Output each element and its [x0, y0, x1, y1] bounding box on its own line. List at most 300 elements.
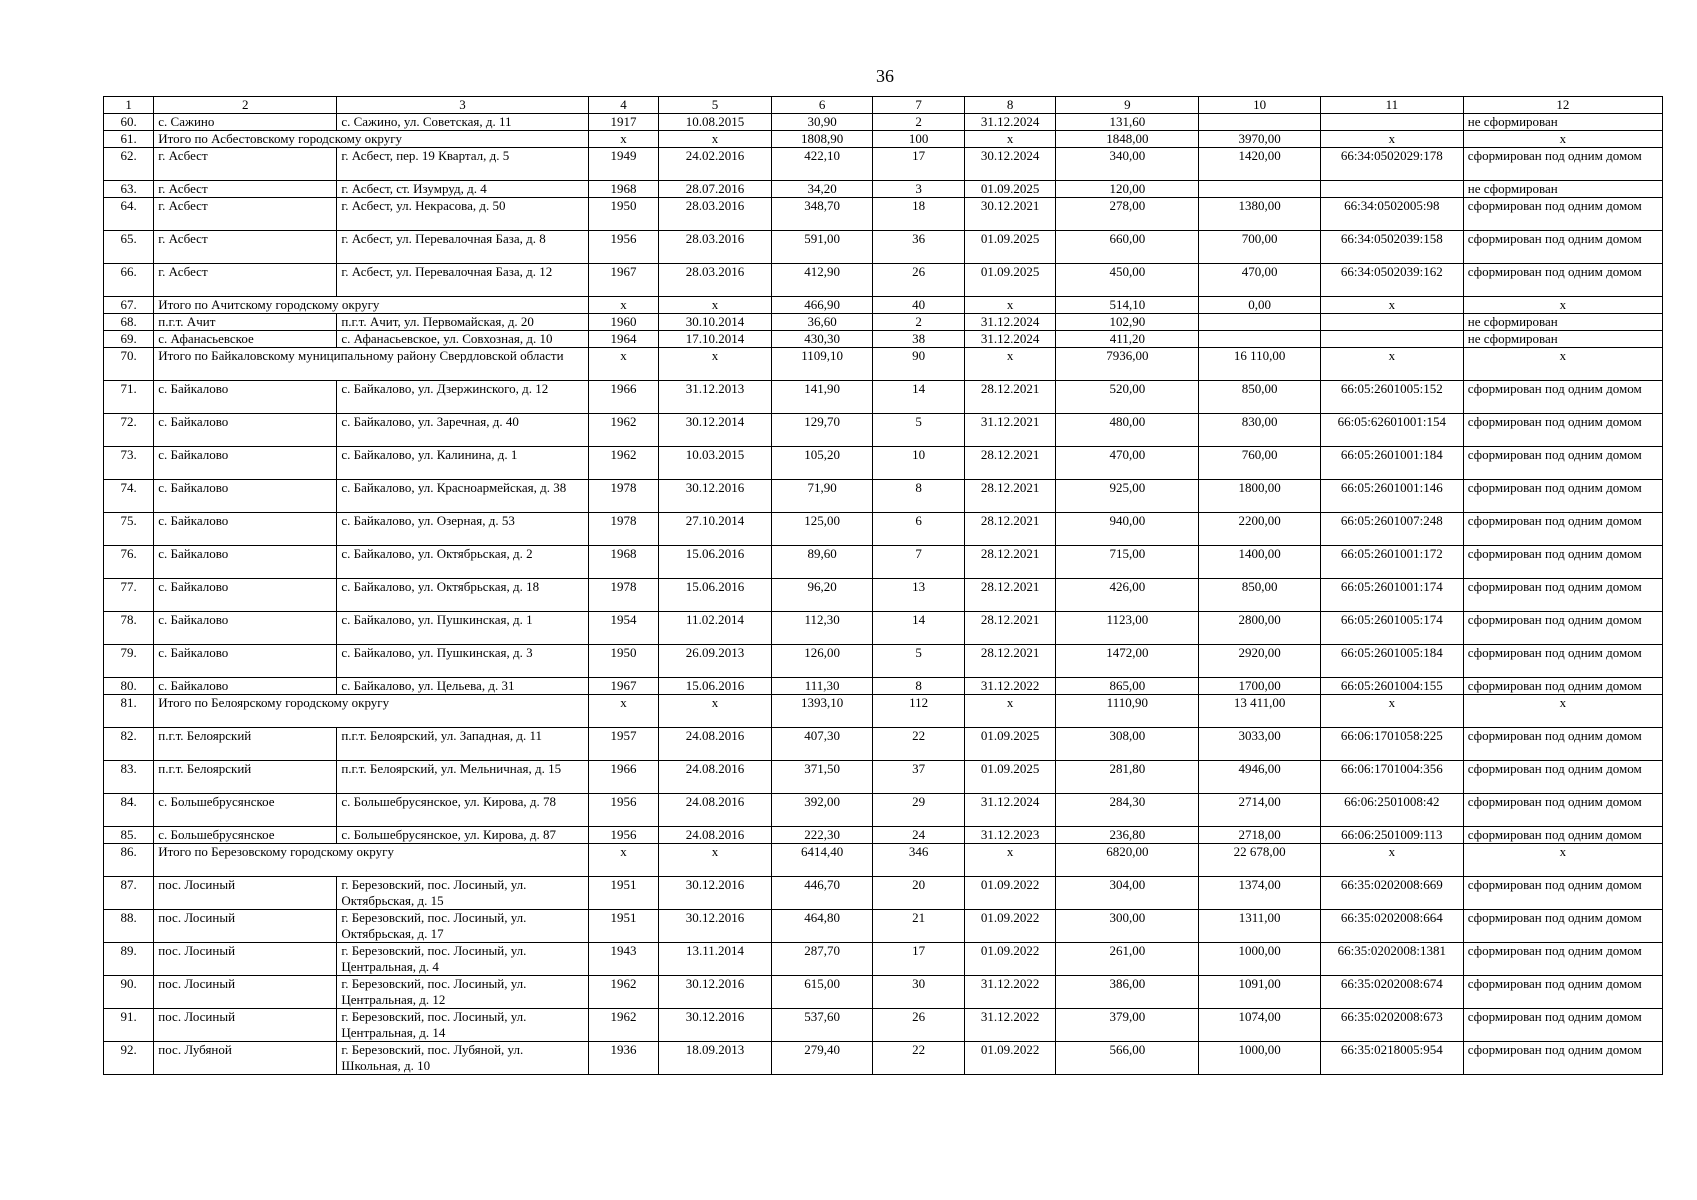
table-cell: 28.12.2021 — [964, 480, 1056, 513]
table-cell: 11.02.2014 — [659, 612, 772, 645]
table-cell: 1374,00 — [1199, 877, 1321, 910]
table-cell: г. Асбест, ул. Перевалочная База, д. 12 — [337, 264, 588, 297]
table-row — [104, 678, 1663, 695]
subtotal-cell: 16 110,00 — [1199, 348, 1321, 381]
table-cell: 850,00 — [1199, 579, 1321, 612]
table-cell: г. Асбест, ул. Некрасова, д. 50 — [337, 198, 588, 231]
subtotal-cell: x — [1463, 131, 1662, 148]
table-cell: 66:06:2501009:113 — [1320, 827, 1463, 844]
table-cell: 14 — [873, 381, 965, 414]
table-cell: 300,00 — [1056, 910, 1199, 943]
subtotal-cell: x — [1463, 844, 1662, 877]
subtotal-cell: x — [964, 348, 1056, 381]
row-number: 71. — [104, 381, 154, 414]
table-cell: не сформирован — [1463, 114, 1662, 131]
table-cell: 66:05:2601007:248 — [1320, 513, 1463, 546]
column-number: 12 — [1463, 97, 1662, 114]
table-body — [104, 97, 1663, 1075]
table-cell: 430,30 — [771, 331, 873, 348]
table-cell: 36,60 — [771, 314, 873, 331]
row-number: 89. — [104, 943, 154, 976]
table-cell: 1950 — [588, 645, 658, 678]
table-cell: 126,00 — [771, 645, 873, 678]
table-row — [104, 513, 1663, 546]
table-cell: 28.03.2016 — [659, 198, 772, 231]
table-cell: 2800,00 — [1199, 612, 1321, 645]
row-number: 68. — [104, 314, 154, 331]
table-cell: 31.12.2022 — [964, 678, 1056, 695]
table-cell: с. Байкалово, ул. Цельева, д. 31 — [337, 678, 588, 695]
table-cell: 17 — [873, 148, 965, 181]
table-cell: 411,20 — [1056, 331, 1199, 348]
table-cell: 464,80 — [771, 910, 873, 943]
table-cell: 17.10.2014 — [659, 331, 772, 348]
table-cell: 1917 — [588, 114, 658, 131]
table-cell: с. Байкалово — [154, 546, 337, 579]
row-number: 83. — [104, 761, 154, 794]
row-number: 85. — [104, 827, 154, 844]
subtotal-label: Итого по Асбестовскому городскому округу — [154, 131, 588, 148]
table-cell: 1949 — [588, 148, 658, 181]
table-cell: сформирован под одним домом — [1463, 761, 1662, 794]
table-cell — [1320, 114, 1463, 131]
subtotal-row — [104, 695, 1663, 728]
table-cell: 31.12.2022 — [964, 976, 1056, 1009]
table-cell: 22 — [873, 1042, 965, 1075]
table-cell: г. Асбест — [154, 181, 337, 198]
subtotal-cell: 22 678,00 — [1199, 844, 1321, 877]
table-cell: 5 — [873, 414, 965, 447]
table-cell: 1962 — [588, 976, 658, 1009]
table-cell: 1968 — [588, 181, 658, 198]
table-cell: 66:05:2601005:184 — [1320, 645, 1463, 678]
table-cell: 1956 — [588, 794, 658, 827]
table-cell: 129,70 — [771, 414, 873, 447]
table-cell: с. Байкалово — [154, 645, 337, 678]
table-cell — [1320, 314, 1463, 331]
table-cell: 14 — [873, 612, 965, 645]
table-cell: 2718,00 — [1199, 827, 1321, 844]
subtotal-cell: x — [588, 131, 658, 148]
row-number: 60. — [104, 114, 154, 131]
table-cell: 30.12.2024 — [964, 148, 1056, 181]
table-cell: г. Асбест — [154, 198, 337, 231]
row-number: 81. — [104, 695, 154, 728]
table-cell: 20 — [873, 877, 965, 910]
table-cell: 66:35:0202008:673 — [1320, 1009, 1463, 1042]
table-cell: 66:35:0218005:954 — [1320, 1042, 1463, 1075]
table-row — [104, 114, 1663, 131]
table-cell: 287,70 — [771, 943, 873, 976]
subtotal-cell: x — [588, 297, 658, 314]
subtotal-cell: x — [1463, 297, 1662, 314]
table-cell: 281,80 — [1056, 761, 1199, 794]
table-cell: 28.12.2021 — [964, 447, 1056, 480]
table-cell — [1199, 331, 1321, 348]
table-cell: 566,00 — [1056, 1042, 1199, 1075]
table-cell: 28.12.2021 — [964, 546, 1056, 579]
table-cell — [1199, 114, 1321, 131]
table-row — [104, 1009, 1663, 1042]
row-number: 72. — [104, 414, 154, 447]
table-cell: с. Сажино, ул. Советская, д. 11 — [337, 114, 588, 131]
table-cell: 01.09.2025 — [964, 728, 1056, 761]
table-cell: 28.12.2021 — [964, 645, 1056, 678]
table-cell: 422,10 — [771, 148, 873, 181]
table-cell: 261,00 — [1056, 943, 1199, 976]
table-cell: с. Байкалово, ул. Калинина, д. 1 — [337, 447, 588, 480]
table-cell: 925,00 — [1056, 480, 1199, 513]
table-cell: 1954 — [588, 612, 658, 645]
table-cell: 1800,00 — [1199, 480, 1321, 513]
row-number: 88. — [104, 910, 154, 943]
table-cell: 1960 — [588, 314, 658, 331]
row-number: 63. — [104, 181, 154, 198]
table-cell: 24.02.2016 — [659, 148, 772, 181]
table-cell: 1420,00 — [1199, 148, 1321, 181]
subtotal-cell: 13 411,00 — [1199, 695, 1321, 728]
table-cell: 340,00 — [1056, 148, 1199, 181]
table-cell: 13 — [873, 579, 965, 612]
column-number: 1 — [104, 97, 154, 114]
table-cell: пос. Лосиный — [154, 976, 337, 1009]
table-cell: 371,50 — [771, 761, 873, 794]
table-cell: 1967 — [588, 678, 658, 695]
table-cell: 700,00 — [1199, 231, 1321, 264]
table-cell: с. Байкалово — [154, 678, 337, 695]
table-cell: 30.12.2021 — [964, 198, 1056, 231]
row-number: 64. — [104, 198, 154, 231]
table-cell: с. Байкалово — [154, 381, 337, 414]
row-number: 73. — [104, 447, 154, 480]
table-cell: г. Асбест — [154, 264, 337, 297]
column-number: 4 — [588, 97, 658, 114]
table-cell: 24 — [873, 827, 965, 844]
table-cell: 31.12.2021 — [964, 414, 1056, 447]
subtotal-cell: x — [659, 348, 772, 381]
row-number: 79. — [104, 645, 154, 678]
subtotal-cell: x — [1463, 348, 1662, 381]
table-cell: 660,00 — [1056, 231, 1199, 264]
table-cell — [1199, 181, 1321, 198]
subtotal-cell: 1110,90 — [1056, 695, 1199, 728]
row-number: 87. — [104, 877, 154, 910]
table-cell: 450,00 — [1056, 264, 1199, 297]
table-cell: 28.03.2016 — [659, 231, 772, 264]
table-cell: 1957 — [588, 728, 658, 761]
table-cell: сформирован под одним домом — [1463, 480, 1662, 513]
table-cell: 66:35:0202008:674 — [1320, 976, 1463, 1009]
table-cell: 1962 — [588, 1009, 658, 1042]
table-cell: 1091,00 — [1199, 976, 1321, 1009]
subtotal-cell: x — [1320, 348, 1463, 381]
table-cell: с. Большебрусянское, ул. Кирова, д. 78 — [337, 794, 588, 827]
table-row — [104, 546, 1663, 579]
table-cell: сформирован под одним домом — [1463, 1042, 1662, 1075]
table-cell: 01.09.2022 — [964, 910, 1056, 943]
table-cell: 1967 — [588, 264, 658, 297]
table-cell: 18 — [873, 198, 965, 231]
table-cell: 120,00 — [1056, 181, 1199, 198]
column-number: 6 — [771, 97, 873, 114]
table-cell: 131,60 — [1056, 114, 1199, 131]
table-cell: сформирован под одним домом — [1463, 579, 1662, 612]
table-cell: 308,00 — [1056, 728, 1199, 761]
table-cell: 01.09.2022 — [964, 943, 1056, 976]
table-cell: 760,00 — [1199, 447, 1321, 480]
table-cell: 1962 — [588, 414, 658, 447]
table-cell: 470,00 — [1199, 264, 1321, 297]
table-cell: 537,60 — [771, 1009, 873, 1042]
table-cell: сформирован под одним домом — [1463, 198, 1662, 231]
table-cell: 4946,00 — [1199, 761, 1321, 794]
table-cell: г. Березовский, пос. Лосиный, ул. Центральная, д. 12 — [337, 976, 588, 1009]
subtotal-cell: 346 — [873, 844, 965, 877]
subtotal-label: Итого по Ачитскому городскому округу — [154, 297, 588, 314]
table-cell: с. Большебрусянское — [154, 794, 337, 827]
table-cell: 1956 — [588, 231, 658, 264]
table-cell: 71,90 — [771, 480, 873, 513]
table-cell: 1311,00 — [1199, 910, 1321, 943]
table-cell: 66:34:0502005:98 — [1320, 198, 1463, 231]
table-cell: п.г.т. Ачит, ул. Первомайская, д. 20 — [337, 314, 588, 331]
housing-register-table — [103, 96, 1663, 1075]
table-cell: пос. Лосиный — [154, 877, 337, 910]
table-cell: 66:05:62601001:154 — [1320, 414, 1463, 447]
subtotal-cell: x — [964, 695, 1056, 728]
table-cell: с. Афанасьевское, ул. Совхозная, д. 10 — [337, 331, 588, 348]
table-cell: 15.06.2016 — [659, 546, 772, 579]
table-cell: не сформирован — [1463, 331, 1662, 348]
table-cell: 66:06:2501008:42 — [1320, 794, 1463, 827]
table-cell: 830,00 — [1199, 414, 1321, 447]
table-cell: 2920,00 — [1199, 645, 1321, 678]
table-cell: 66:34:0502039:158 — [1320, 231, 1463, 264]
table-cell: 66:05:2601005:174 — [1320, 612, 1463, 645]
table-cell: 1968 — [588, 546, 658, 579]
table-cell — [1320, 331, 1463, 348]
table-cell: 1964 — [588, 331, 658, 348]
table-cell: сформирован под одним домом — [1463, 447, 1662, 480]
row-number: 78. — [104, 612, 154, 645]
row-number: 77. — [104, 579, 154, 612]
table-cell: 26 — [873, 264, 965, 297]
table-cell: сформирован под одним домом — [1463, 877, 1662, 910]
table-cell: 10.03.2015 — [659, 447, 772, 480]
table-row — [104, 645, 1663, 678]
table-row — [104, 198, 1663, 231]
table-cell: сформирован под одним домом — [1463, 231, 1662, 264]
table-row — [104, 231, 1663, 264]
table-cell: 30.12.2016 — [659, 480, 772, 513]
subtotal-row — [104, 297, 1663, 314]
table-cell: 1978 — [588, 579, 658, 612]
table-row — [104, 148, 1663, 181]
table-cell: 66:34:0502039:162 — [1320, 264, 1463, 297]
subtotal-cell: 90 — [873, 348, 965, 381]
table-cell: 8 — [873, 480, 965, 513]
table-cell: сформирован под одним домом — [1463, 827, 1662, 844]
table-cell: 591,00 — [771, 231, 873, 264]
table-cell: 17 — [873, 943, 965, 976]
table-cell: г. Березовский, пос. Лосиный, ул. Октябрьская, д. 17 — [337, 910, 588, 943]
table-cell: 348,70 — [771, 198, 873, 231]
table-cell: 38 — [873, 331, 965, 348]
table-cell: пос. Лубяной — [154, 1042, 337, 1075]
table-cell: 01.09.2025 — [964, 181, 1056, 198]
table-cell: г. Березовский, пос. Лосиный, ул. Центральная, д. 4 — [337, 943, 588, 976]
table-cell: 615,00 — [771, 976, 873, 1009]
subtotal-row — [104, 348, 1663, 381]
table-row — [104, 612, 1663, 645]
table-cell: 1400,00 — [1199, 546, 1321, 579]
table-cell: 236,80 — [1056, 827, 1199, 844]
table-cell: сформирован под одним домом — [1463, 976, 1662, 1009]
table-cell: с. Байкалово, ул. Октябрьская, д. 18 — [337, 579, 588, 612]
table-row — [104, 943, 1663, 976]
table-cell: сформирован под одним домом — [1463, 612, 1662, 645]
table-cell: с. Байкалово, ул. Красноармейская, д. 38 — [337, 480, 588, 513]
table-cell: сформирован под одним домом — [1463, 794, 1662, 827]
table-cell: 1074,00 — [1199, 1009, 1321, 1042]
table-cell: 2200,00 — [1199, 513, 1321, 546]
column-number-row — [104, 97, 1663, 114]
subtotal-cell: x — [659, 695, 772, 728]
table-cell: 66:06:1701004:356 — [1320, 761, 1463, 794]
table-cell: 278,00 — [1056, 198, 1199, 231]
table-cell: 28.12.2021 — [964, 612, 1056, 645]
subtotal-cell: x — [659, 844, 772, 877]
table-cell: 31.12.2024 — [964, 331, 1056, 348]
table-cell: 66:34:0502029:178 — [1320, 148, 1463, 181]
subtotal-cell: x — [1463, 695, 1662, 728]
table-cell: 125,00 — [771, 513, 873, 546]
table-cell: 28.12.2021 — [964, 579, 1056, 612]
table-cell: 18.09.2013 — [659, 1042, 772, 1075]
table-cell: 392,00 — [771, 794, 873, 827]
table-cell: 1700,00 — [1199, 678, 1321, 695]
table-cell: с. Байкалово — [154, 513, 337, 546]
row-number: 76. — [104, 546, 154, 579]
table-cell: г. Асбест — [154, 231, 337, 264]
table-cell — [1199, 314, 1321, 331]
table-cell: 30.12.2014 — [659, 414, 772, 447]
table-cell: 2 — [873, 114, 965, 131]
table-cell: с. Байкалово, ул. Озерная, д. 53 — [337, 513, 588, 546]
row-number: 86. — [104, 844, 154, 877]
table-cell: 30,90 — [771, 114, 873, 131]
table-cell: с. Байкалово — [154, 414, 337, 447]
table-cell: сформирован под одним домом — [1463, 264, 1662, 297]
table-cell: 01.09.2022 — [964, 877, 1056, 910]
table-cell: 480,00 — [1056, 414, 1199, 447]
row-number: 90. — [104, 976, 154, 1009]
column-number: 10 — [1199, 97, 1321, 114]
table-cell: с. Афанасьевское — [154, 331, 337, 348]
table-cell: сформирован под одним домом — [1463, 910, 1662, 943]
table-cell: 15.06.2016 — [659, 579, 772, 612]
subtotal-cell: 3970,00 — [1199, 131, 1321, 148]
row-number: 91. — [104, 1009, 154, 1042]
row-number: 84. — [104, 794, 154, 827]
table-cell: 66:05:2601005:152 — [1320, 381, 1463, 414]
table-cell: 940,00 — [1056, 513, 1199, 546]
row-number: 92. — [104, 1042, 154, 1075]
table-cell: 470,00 — [1056, 447, 1199, 480]
subtotal-cell: x — [1320, 131, 1463, 148]
table-row — [104, 480, 1663, 513]
table-cell: 24.08.2016 — [659, 827, 772, 844]
table-cell: с. Байкалово — [154, 579, 337, 612]
table-row — [104, 877, 1663, 910]
row-number: 80. — [104, 678, 154, 695]
table-cell: 30 — [873, 976, 965, 1009]
table-cell: 36 — [873, 231, 965, 264]
table-cell: п.г.т. Белоярский — [154, 728, 337, 761]
table-row — [104, 181, 1663, 198]
table-cell: 31.12.2024 — [964, 794, 1056, 827]
table-row — [104, 331, 1663, 348]
table-cell: 8 — [873, 678, 965, 695]
table-cell: с. Байкалово — [154, 447, 337, 480]
table-cell: 66:05:2601001:146 — [1320, 480, 1463, 513]
table-cell: 66:35:0202008:664 — [1320, 910, 1463, 943]
table-cell: 279,40 — [771, 1042, 873, 1075]
row-number: 69. — [104, 331, 154, 348]
table-cell: 31.12.2023 — [964, 827, 1056, 844]
subtotal-cell: 112 — [873, 695, 965, 728]
table-cell: 1472,00 — [1056, 645, 1199, 678]
table-cell: 141,90 — [771, 381, 873, 414]
column-number: 8 — [964, 97, 1056, 114]
table-cell: 66:06:1701058:225 — [1320, 728, 1463, 761]
table-cell: 66:05:2601001:184 — [1320, 447, 1463, 480]
table-cell: 29 — [873, 794, 965, 827]
table-cell: 30.12.2016 — [659, 910, 772, 943]
table-cell: 1943 — [588, 943, 658, 976]
table-cell: г. Березовский, пос. Лосиный, ул. Центральная, д. 14 — [337, 1009, 588, 1042]
table-row — [104, 794, 1663, 827]
table-cell: 112,30 — [771, 612, 873, 645]
subtotal-cell: 6820,00 — [1056, 844, 1199, 877]
subtotal-label: Итого по Белоярскому городскому округу — [154, 695, 588, 728]
table-cell: 2 — [873, 314, 965, 331]
table-cell: 31.12.2022 — [964, 1009, 1056, 1042]
table-cell: 10.08.2015 — [659, 114, 772, 131]
subtotal-cell: 1808,90 — [771, 131, 873, 148]
table-cell: пос. Лосиный — [154, 943, 337, 976]
table-cell: 28.12.2021 — [964, 381, 1056, 414]
table-cell: 1966 — [588, 761, 658, 794]
table-cell: 13.11.2014 — [659, 943, 772, 976]
table-cell: 715,00 — [1056, 546, 1199, 579]
table-cell: 30.12.2016 — [659, 877, 772, 910]
table-cell: п.г.т. Ачит — [154, 314, 337, 331]
table-row — [104, 264, 1663, 297]
table-row — [104, 728, 1663, 761]
table-cell: с. Байкалово, ул. Пушкинская, д. 1 — [337, 612, 588, 645]
table-cell: 5 — [873, 645, 965, 678]
table-cell: 6 — [873, 513, 965, 546]
table-cell: сформирован под одним домом — [1463, 381, 1662, 414]
column-number: 7 — [873, 97, 965, 114]
table-row — [104, 827, 1663, 844]
table-cell: 7 — [873, 546, 965, 579]
table-cell: 1950 — [588, 198, 658, 231]
table-cell: с. Большебрусянское — [154, 827, 337, 844]
table-cell: сформирован под одним домом — [1463, 728, 1662, 761]
table-cell: 89,60 — [771, 546, 873, 579]
